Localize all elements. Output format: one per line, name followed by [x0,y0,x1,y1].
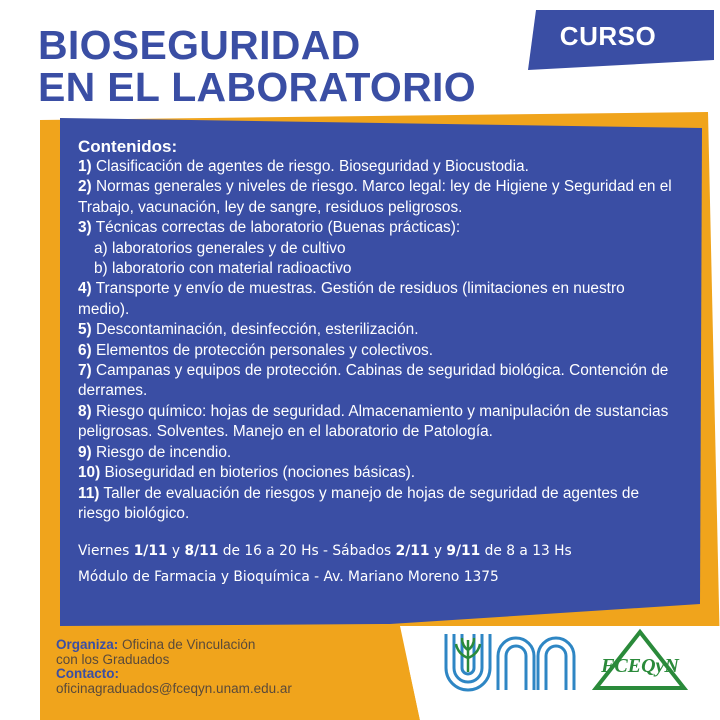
contents-item-text: Transporte y envío de muestras. Gestión de residuos (limitaciones en nuestro medio). [78,280,625,318]
contents-item-text: Clasificación de agentes de riesgo. Bioseguridad y Biocustodia. [95,158,529,175]
contents-item-number: 8) [78,402,92,420]
contents-item-text: a) laboratorios generales y de cultivo [94,239,346,257]
contents-item [78,341,678,361]
contents-item-number: 1) [78,158,92,175]
contents-heading: Contenidos: [78,137,178,156]
contents-item-number: 5) [78,321,92,339]
contents-item-number: 3) [78,219,92,237]
location-line: Módulo de Farmacia y Bioquímica - Av. Mariano Moreno 1375 [78,569,499,585]
contents-item-text: b) laboratorio con material radioactivo [94,260,352,278]
contents-item-text: Descontaminación, desinfección, esterilización. [95,321,419,339]
contents-section [78,136,678,524]
contents-list [78,157,678,524]
footer-info [56,638,292,696]
contents-item-text: Taller de evaluación de riesgos y manejo de hojas de seguridad de agentes de riesgo biológico. [78,484,640,522]
contents-item-number: 2) [78,178,92,196]
schedule-text: de 16 a 20 Hs - Sábados [218,543,396,559]
contents-item [78,402,678,443]
contacto-label: Contacto: [56,666,119,681]
contents-item-number: 9) [78,443,92,461]
contents-item-text: Técnicas correctas de laboratorio (Buenas prácticas): [95,219,461,237]
contents-item [78,443,678,463]
contents-item-number: 6) [78,341,92,359]
contents-item-number: 7) [78,362,92,380]
contents-item-number: 11) [78,484,100,502]
contents-item-number: 10) [78,464,101,482]
schedule-date: 8/11 [184,543,219,559]
contents-item [78,463,678,483]
schedule-text: de 8 a 13 Hs [480,543,572,559]
contents-item [78,157,678,177]
contents-item [78,279,678,320]
contents-item-text: Elementos de protección personales y colectivos. [95,341,434,359]
schedule-text: y [167,543,185,559]
contents-item [78,484,678,525]
contents-item-text: Riesgo de incendio. [95,443,232,461]
contents-item [78,259,678,279]
contents-item-text: Normas generales y niveles de riesgo. Marco legal: ley de Higiene y Seguridad en el Trabajo, vacunación, ley de sangre, residuos peligrosos. [78,178,672,216]
schedule-date: 2/11 [395,543,430,559]
fceqyn-logo-icon [592,628,688,694]
title-line-1: BIOSEGURIDAD [38,22,361,68]
contents-item-text: Campanas y equipos de protección. Cabinas de seguridad biológica. Contención de derrames. [78,362,669,400]
contents-item-number: 4) [78,280,92,298]
title-line-2: EN EL LABORATORIO [38,64,476,110]
schedule-line [78,541,572,561]
unm-logo-icon [440,628,580,694]
organiza-value-line2: con los Graduados [56,651,170,667]
schedule-date: 1/11 [133,543,168,559]
contents-item [78,218,678,238]
schedule-date: 9/11 [446,543,481,559]
contents-item [78,177,678,218]
contents-item [78,361,678,402]
schedule-text: Viernes [78,543,134,559]
page-title [38,24,476,108]
organiza-label: Organiza: [56,637,119,652]
curso-badge-label: CURSO [559,21,657,51]
contact-email[interactable]: oficinagraduados@fceqyn.unam.edu.ar [56,680,292,696]
schedule-text: y [429,543,447,559]
contents-item-text: Riesgo químico: hojas de seguridad. Almacenamiento y manipulación de sustancias peligrosas. Solventes. Manejo en el laboratorio de Patología. [78,402,669,441]
contents-item [78,320,678,340]
fceqyn-logo-text: FCEQyN [601,655,679,677]
contents-item [78,239,678,259]
organiza-value: Oficina de Vinculación [118,637,256,652]
contents-item-text: Bioseguridad en bioterios (nociones básicas). [104,464,416,482]
